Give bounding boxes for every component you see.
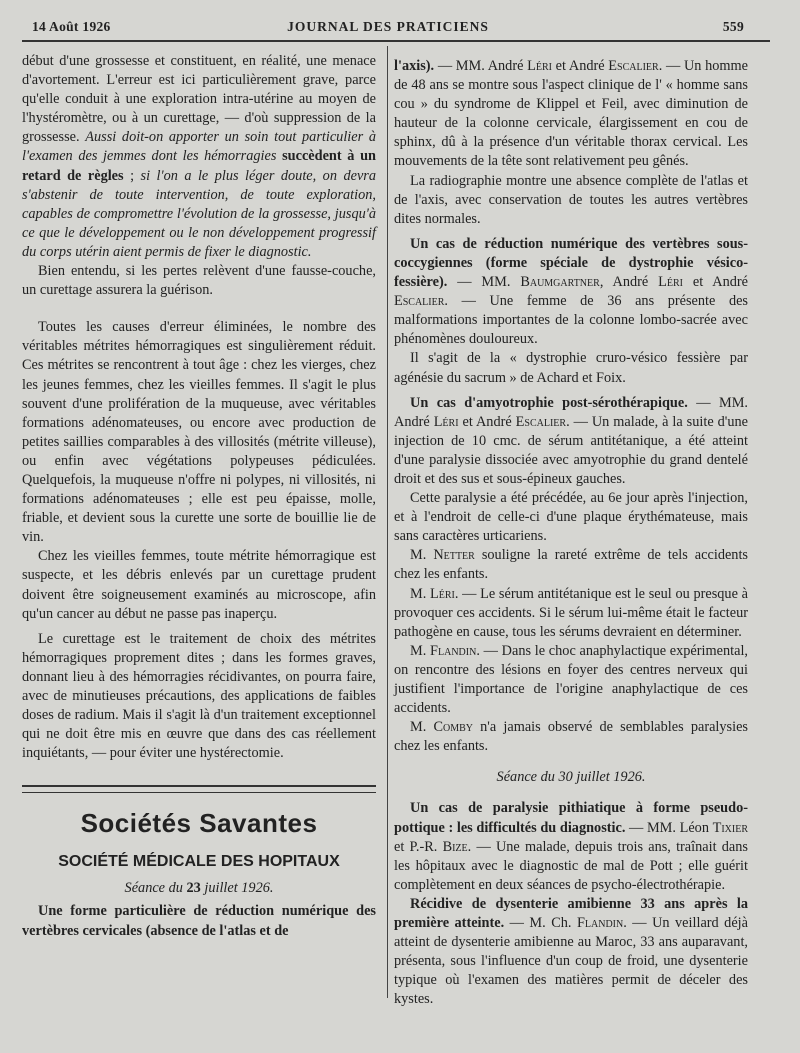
paragraph-miscarriage: Bien entendu, si les pertes relèvent d'une fausse-couche, un curettage assurera la guérison. — [22, 263, 376, 299]
column-divider — [387, 46, 388, 998]
speaker-prefix: M. — [410, 585, 430, 602]
paragraph-netter — [394, 546, 748, 584]
session-month-year: juillet 1926. — [200, 880, 274, 897]
speaker-name: Flandin — [430, 642, 477, 659]
session-label: Séance du — [124, 880, 187, 897]
communication-dysentery — [394, 895, 748, 1010]
paragraph-old-women: Chez les vieilles femmes, toute métrite hémorragique est suspecte, et les débris enlevés par un curettage prudent doivent être soigneusement examinés au microscope, afin qu'un cancer au début ne passe pas inaperçu. — [22, 548, 376, 622]
paragraph-paralysis: Cette paralysie a été précédée, au 6e jour après l'injection, et à l'endroit de celle-ci d'une plaque érythémateuse, mais sans caractères urticariens. — [394, 490, 748, 545]
paragraph-text: . — Un homme de 48 ans se montre sous l'aspect clinique de l' « homme sans cou » du syndrome de Klippel et Feil, avec diminution de hauteur de la colonne cervicale, élargissement en cou de sphinx, dû à la présence d'un véritable thorax cervical. Les mouvements de la tête sont relativement peu gênés. — [394, 58, 748, 170]
bold-text: succèdent à un retard de règles — [22, 148, 376, 184]
paragraph-radiography: La radiographie montre une absence complète de l'atlas et de l'axis, avec conservation de toutes les autres vertèbres dites normales. — [394, 172, 748, 227]
authors-text: et André — [458, 413, 516, 430]
authors-text: et André — [682, 274, 748, 291]
author-name: Escalier — [394, 293, 445, 310]
communication-coccyx — [394, 235, 748, 350]
speaker-name: Netter — [433, 547, 475, 564]
paragraph-text: n'a jamais observé de semblables paralysies chez les enfants. — [394, 719, 748, 755]
speaker-prefix: M. — [410, 719, 434, 736]
paragraph-text: . — Une malade, depuis trois ans, traînait dans les hôpitaux avec le diagnostic de mal de Pott ; elle guérit complètement en deux séances de psycho-électrothérapie. — [394, 838, 748, 893]
communication-atlas-axis — [394, 57, 748, 172]
running-head — [32, 19, 744, 39]
paragraph-text: . — Dans le choc anaphylactique expérimental, on rencontre des lésions en foyer des centres nerveux qui justifient l'importance de l'origine anaphylactique de ces accidents. — [394, 642, 748, 717]
authors-text: — MM. André — [394, 394, 748, 430]
authors-text: — MM. Léon — [625, 819, 713, 836]
session-date-30: Séance du 30 juillet 1926. — [496, 769, 646, 786]
paragraph-flandin — [394, 642, 748, 718]
left-column — [22, 52, 376, 941]
paragraph-true-metritis: Toutes les causes d'erreur éliminées, le nombre des véritables métrites hémorragiques est singulièrement réduit. Ces métrites se rencontrent à tout âge : chez les vierges, chez les jeunes femmes, chez les vieilles femmes. Il s'agit le plus souvent d'une prolifération de la muqueuse, avec véritables formations adénomateuses, ou encore avec production de petites saillies comparables à des villosités (métrite villeuse), ou enfin avec végétations polypeuses pédiculées. Quelquefois, la muqueuse n'offre ni polypes, ni villosités, ni formations adénomateuses ; elle est peu épaisse, molle, friable, et devient sous la curette une sorte de bouillie lie de vin. — [22, 319, 376, 546]
paragraph-text: début d'une grossesse et constituent, en réalité, une menace d'avortement. L'erreur est ici particulièrement grave, parce qu'elle conduit à une exploration intra-utérine au moyen de l'hystéromètre, ou à un curettage, — d'où suppression de la grossesse. — [22, 53, 376, 146]
paragraph-text: souligne la rareté extrême de tels accidents chez les enfants. — [394, 547, 748, 583]
bold-text: Un cas de paralysie pithiatique à forme pseudo-pottique : les difficultés du diagnostic. — [394, 800, 748, 836]
paragraph-pregnancy — [22, 52, 376, 262]
header-rule — [22, 40, 770, 42]
author-name: Flandin — [576, 915, 624, 932]
authors-text: et P.-R. — [394, 838, 443, 855]
author-name: Escalier — [608, 58, 659, 74]
authors-text: et André — [551, 58, 609, 74]
paragraph-treatment: Le curettage est le traitement de choix des métrites hémorragiques proprement dites ; dans les formes graves, donnant lieu à des hémorragies récidivantes, on pourra faire, avec de minutieuses précautions, des applications de faibles doses de radium. Mais il s'agit là d'un traitement exceptionnel qui ne doit être mis en œuvre que dans des cas réellement inquiétants, — pour éviter une hystérectomie. — [22, 630, 376, 762]
bold-text: l'axis). — [394, 58, 435, 74]
author-name: Léri — [433, 413, 459, 430]
section-title: Sociétés Savantes — [80, 808, 318, 839]
paragraph-dystrophy: Il s'agit de la « dystrophie cruro-vésico fessière par agénésie du sacrum » de Achard et Foix. — [394, 350, 748, 386]
italic-text: Aussi doit-on apporter un soin tout particulier à l'examen des jemmes dont les hémorragies — [22, 129, 377, 165]
communication-amyotrophy — [394, 394, 748, 489]
page-number: 559 — [722, 19, 744, 34]
bold-text: Un cas d'amyotrophie post-sérothérapique. — [410, 394, 688, 411]
communication-heading: Une forme particulière de réduction numérique des vertèbres cervicales (absence de l'atlas et de — [22, 903, 376, 939]
author-name: Léri — [658, 274, 683, 291]
journal-title: JOURNAL DES PRATICIENS — [287, 19, 489, 34]
society-heading: SOCIÉTÉ MÉDICALE DES HOPITAUX — [58, 853, 340, 871]
author-name: Bize — [442, 838, 468, 855]
author-name: Léri — [527, 58, 552, 74]
speaker-name: Léri — [430, 585, 455, 602]
right-column — [394, 57, 748, 1010]
bold-text: Récidive de dysenterie amibienne 33 ans après la première atteinte. — [394, 895, 748, 932]
section-divider — [22, 785, 376, 793]
italic-text: si l'on a le plus léger doute, on devra s'abstenir de toute intervention, de toute exploration, capables de compromettre l'évolution de la grossesse, jusqu'à ce que le développement ou le non développement progressif du corps utérin aient permis de fixer le diagnostic. — [22, 167, 377, 260]
author-name: Tixier — [712, 819, 749, 836]
session-date — [22, 879, 376, 898]
authors-text: — MM. André — [434, 58, 528, 74]
separator-text: ; — [123, 167, 141, 184]
author-name: Escalier — [515, 413, 567, 430]
speaker-name: Comby — [433, 719, 473, 736]
paragraph-text: . — Un veillard déjà atteint de dysenterie amibienne au Maroc, 33 ans auparavant, présenta, sous l'influence d'un coup de froid, une dysenterie typique où l'examen des matières permit de déceler des kystes. — [394, 915, 748, 1008]
issue-date: 14 Août 1926 — [32, 19, 111, 34]
session-day: 23 — [186, 880, 201, 897]
authors-text: — M. Ch. — [504, 915, 577, 932]
paragraph-text: . — Un malade, à la suite d'une injection de 10 cmc. de sérum antitétanique, a été atteint d'une paralysie dissociée avec amyotrophie du grand dentelé droit et des sus et sous-épineux gauches. — [394, 413, 749, 487]
communication-pithiatic — [394, 799, 748, 894]
bold-text: Un cas de réduction numérique des vertèbres sous-coccygiennes (forme spéciale de dystrophie vésico-fessière). — [394, 235, 748, 291]
speaker-prefix: M. — [410, 642, 431, 659]
authors-text: , André — [599, 274, 659, 291]
paragraph-comby — [394, 718, 748, 756]
speaker-prefix: M. — [410, 547, 434, 564]
paragraph-text: . — Une femme de 36 ans présente des malformations importantes de la colonne lombo-sacrée avec phénomènes douloureux. — [394, 293, 748, 348]
paragraph-text: . — Le sérum antitétanique est le seul ou presque à provoquer ces accidents. Si le sérum lui-même était le facteur pathogène en cause, tous les sérums devraient en déterminer. — [394, 585, 748, 640]
paragraph-leri — [394, 585, 748, 642]
authors-text: — MM. — [447, 274, 521, 291]
author-name: Baumgartner — [520, 274, 600, 291]
